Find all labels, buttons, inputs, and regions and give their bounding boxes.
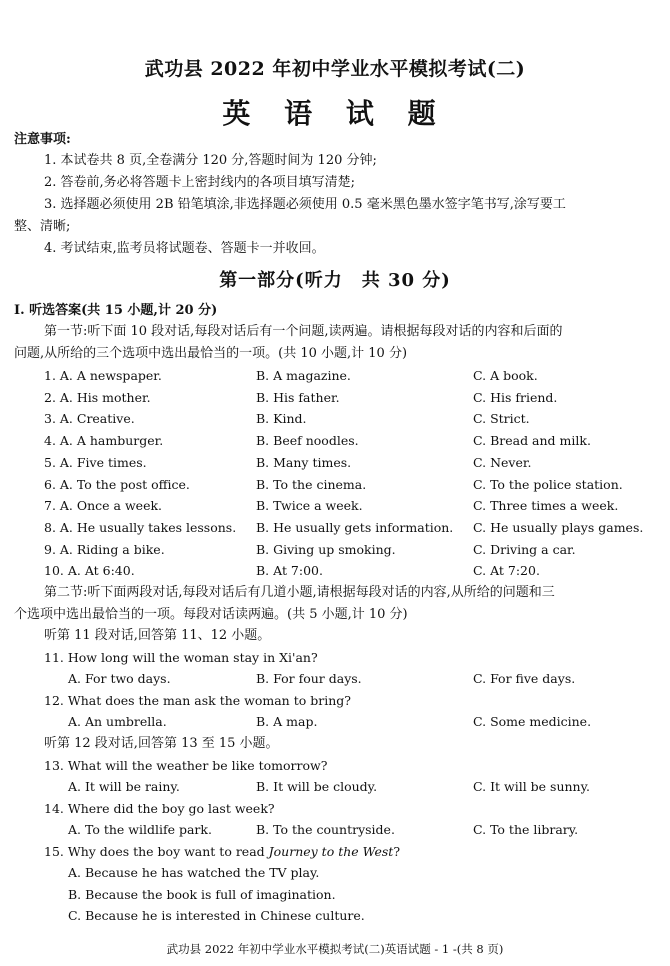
question-mark: ? (393, 844, 401, 859)
dialog-intro: 听第 11 段对话,回答第 11、12 小题。 (44, 628, 271, 643)
question-option-c: C. At 7:20. (473, 563, 540, 578)
question-option-c: C. Strict. (473, 411, 530, 426)
question-option-c: C. Three times a week. (473, 498, 619, 513)
question-option-a: 1. A. A newspaper. (44, 368, 162, 383)
sub-instruction: 个选项中选出最恰当的一项。每段对话读两遍。(共 5 小题,计 10 分) (14, 607, 408, 622)
question-12: 12. What does the man ask the woman to bring? (44, 693, 351, 708)
question-option-b: B. Beef noodles. (256, 433, 359, 448)
question-option-b: B. His father. (256, 390, 340, 405)
section-heading: Ⅰ. 听选答案(共 15 小题,计 20 分) (14, 303, 218, 318)
option: C. It will be sunny. (473, 779, 590, 794)
question-option-c: C. Bread and milk. (473, 433, 591, 448)
option: B. Because the book is full of imagination. (68, 887, 336, 902)
question-option-b: B. At 7:00. (256, 563, 323, 578)
question-11: 11. How long will the woman stay in Xi'an? (44, 650, 318, 665)
question-option-c: C. Never. (473, 455, 532, 470)
question-option-b: B. Twice a week. (256, 498, 363, 513)
question-option-b: B. Kind. (256, 411, 307, 426)
option: A. It will be rainy. (68, 779, 180, 794)
question-option-a: 9. A. Riding a bike. (44, 542, 165, 557)
notice-item: 3. 选择题必须使用 2B 铅笔填涂,非选择题必须使用 0.5 毫米黑色墨水签字笔书写,涂写要工 (44, 197, 566, 212)
question-text: 15. Why does the boy want to read (44, 844, 269, 859)
option: C. For five days. (473, 671, 576, 686)
option: C. Some medicine. (473, 714, 592, 729)
option: B. For four days. (256, 671, 362, 686)
question-option-b: B. He usually gets information. (256, 520, 454, 535)
option: B. To the countryside. (256, 822, 395, 837)
option: A. To the wildlife park. (68, 822, 212, 837)
question-option-b: B. Giving up smoking. (256, 542, 396, 557)
question-option-c: C. He usually plays games. (473, 520, 644, 535)
option: B. A map. (256, 714, 318, 729)
notice-item: 1. 本试卷共 8 页,全卷满分 120 分,答题时间为 120 分钟; (44, 153, 377, 168)
question-option-a: 6. A. To the post office. (44, 477, 190, 492)
question-option-b: B. To the cinema. (256, 477, 367, 492)
question-option-b: B. Many times. (256, 455, 352, 470)
option: C. To the library. (473, 822, 579, 837)
option: A. Because he has watched the TV play. (68, 865, 320, 880)
sub-instruction: 第二节:听下面两段对话,每段对话后有几道小题,请根据每段对话的内容,从所给的问题和三 (44, 585, 555, 600)
question-option-c: C. A book. (473, 368, 538, 383)
option: A. For two days. (68, 671, 171, 686)
question-option-c: C. Driving a car. (473, 542, 576, 557)
question-option-a: 5. A. Five times. (44, 455, 147, 470)
notice-item: 4. 考试结束,监考员将试题卷、答题卡一并收回。 (44, 241, 325, 256)
subject-title: 英 语 试 题 (222, 97, 448, 130)
question-option-a: 4. A. A hamburger. (44, 433, 164, 448)
page-footer: 武功县 2022 年初中学业水平模拟考试(二)英语试题 - 1 -(共 8 页) (166, 942, 504, 956)
question-option-a: 2. A. His mother. (44, 390, 151, 405)
question-option-c: C. His friend. (473, 390, 558, 405)
question-option-b: B. A magazine. (256, 368, 351, 383)
question-option-a: 7. A. Once a week. (44, 498, 163, 513)
question-option-a: 10. A. At 6:40. (44, 563, 135, 578)
notice-item: 2. 答卷前,务必将答题卡上密封线内的各项目填写清楚; (44, 175, 356, 190)
sub-instruction: 第一节:听下面 10 段对话,每段对话后有一个问题,读两遍。请根据每段对话的内容和后面的 (44, 324, 563, 339)
question-option-a: 8. A. He usually takes lessons. (44, 520, 237, 535)
part-heading: 第一部分(听力 共 30 分) (219, 270, 451, 291)
exam-title: 武功县 2022 年初中学业水平模拟考试(二) (144, 58, 526, 80)
question-option-c: C. To the police station. (473, 477, 623, 492)
notice-heading: 注意事项: (14, 132, 71, 147)
option: C. Because he is interested in Chinese culture. (68, 908, 365, 923)
option: A. An umbrella. (68, 714, 167, 729)
notice-item: 整、清晰; (14, 219, 71, 234)
dialog-intro: 听第 12 段对话,回答第 13 至 15 小题。 (44, 736, 279, 751)
question-14: 14. Where did the boy go last week? (44, 801, 275, 816)
question-15 (44, 842, 400, 862)
book-title: Journey to the West (268, 844, 394, 859)
option: B. It will be cloudy. (256, 779, 378, 794)
sub-instruction: 问题,从所给的三个选项中选出最恰当的一项。(共 10 小题,计 10 分) (14, 346, 408, 361)
question-13: 13. What will the weather be like tomorrow? (44, 758, 328, 773)
question-option-a: 3. A. Creative. (44, 411, 135, 426)
